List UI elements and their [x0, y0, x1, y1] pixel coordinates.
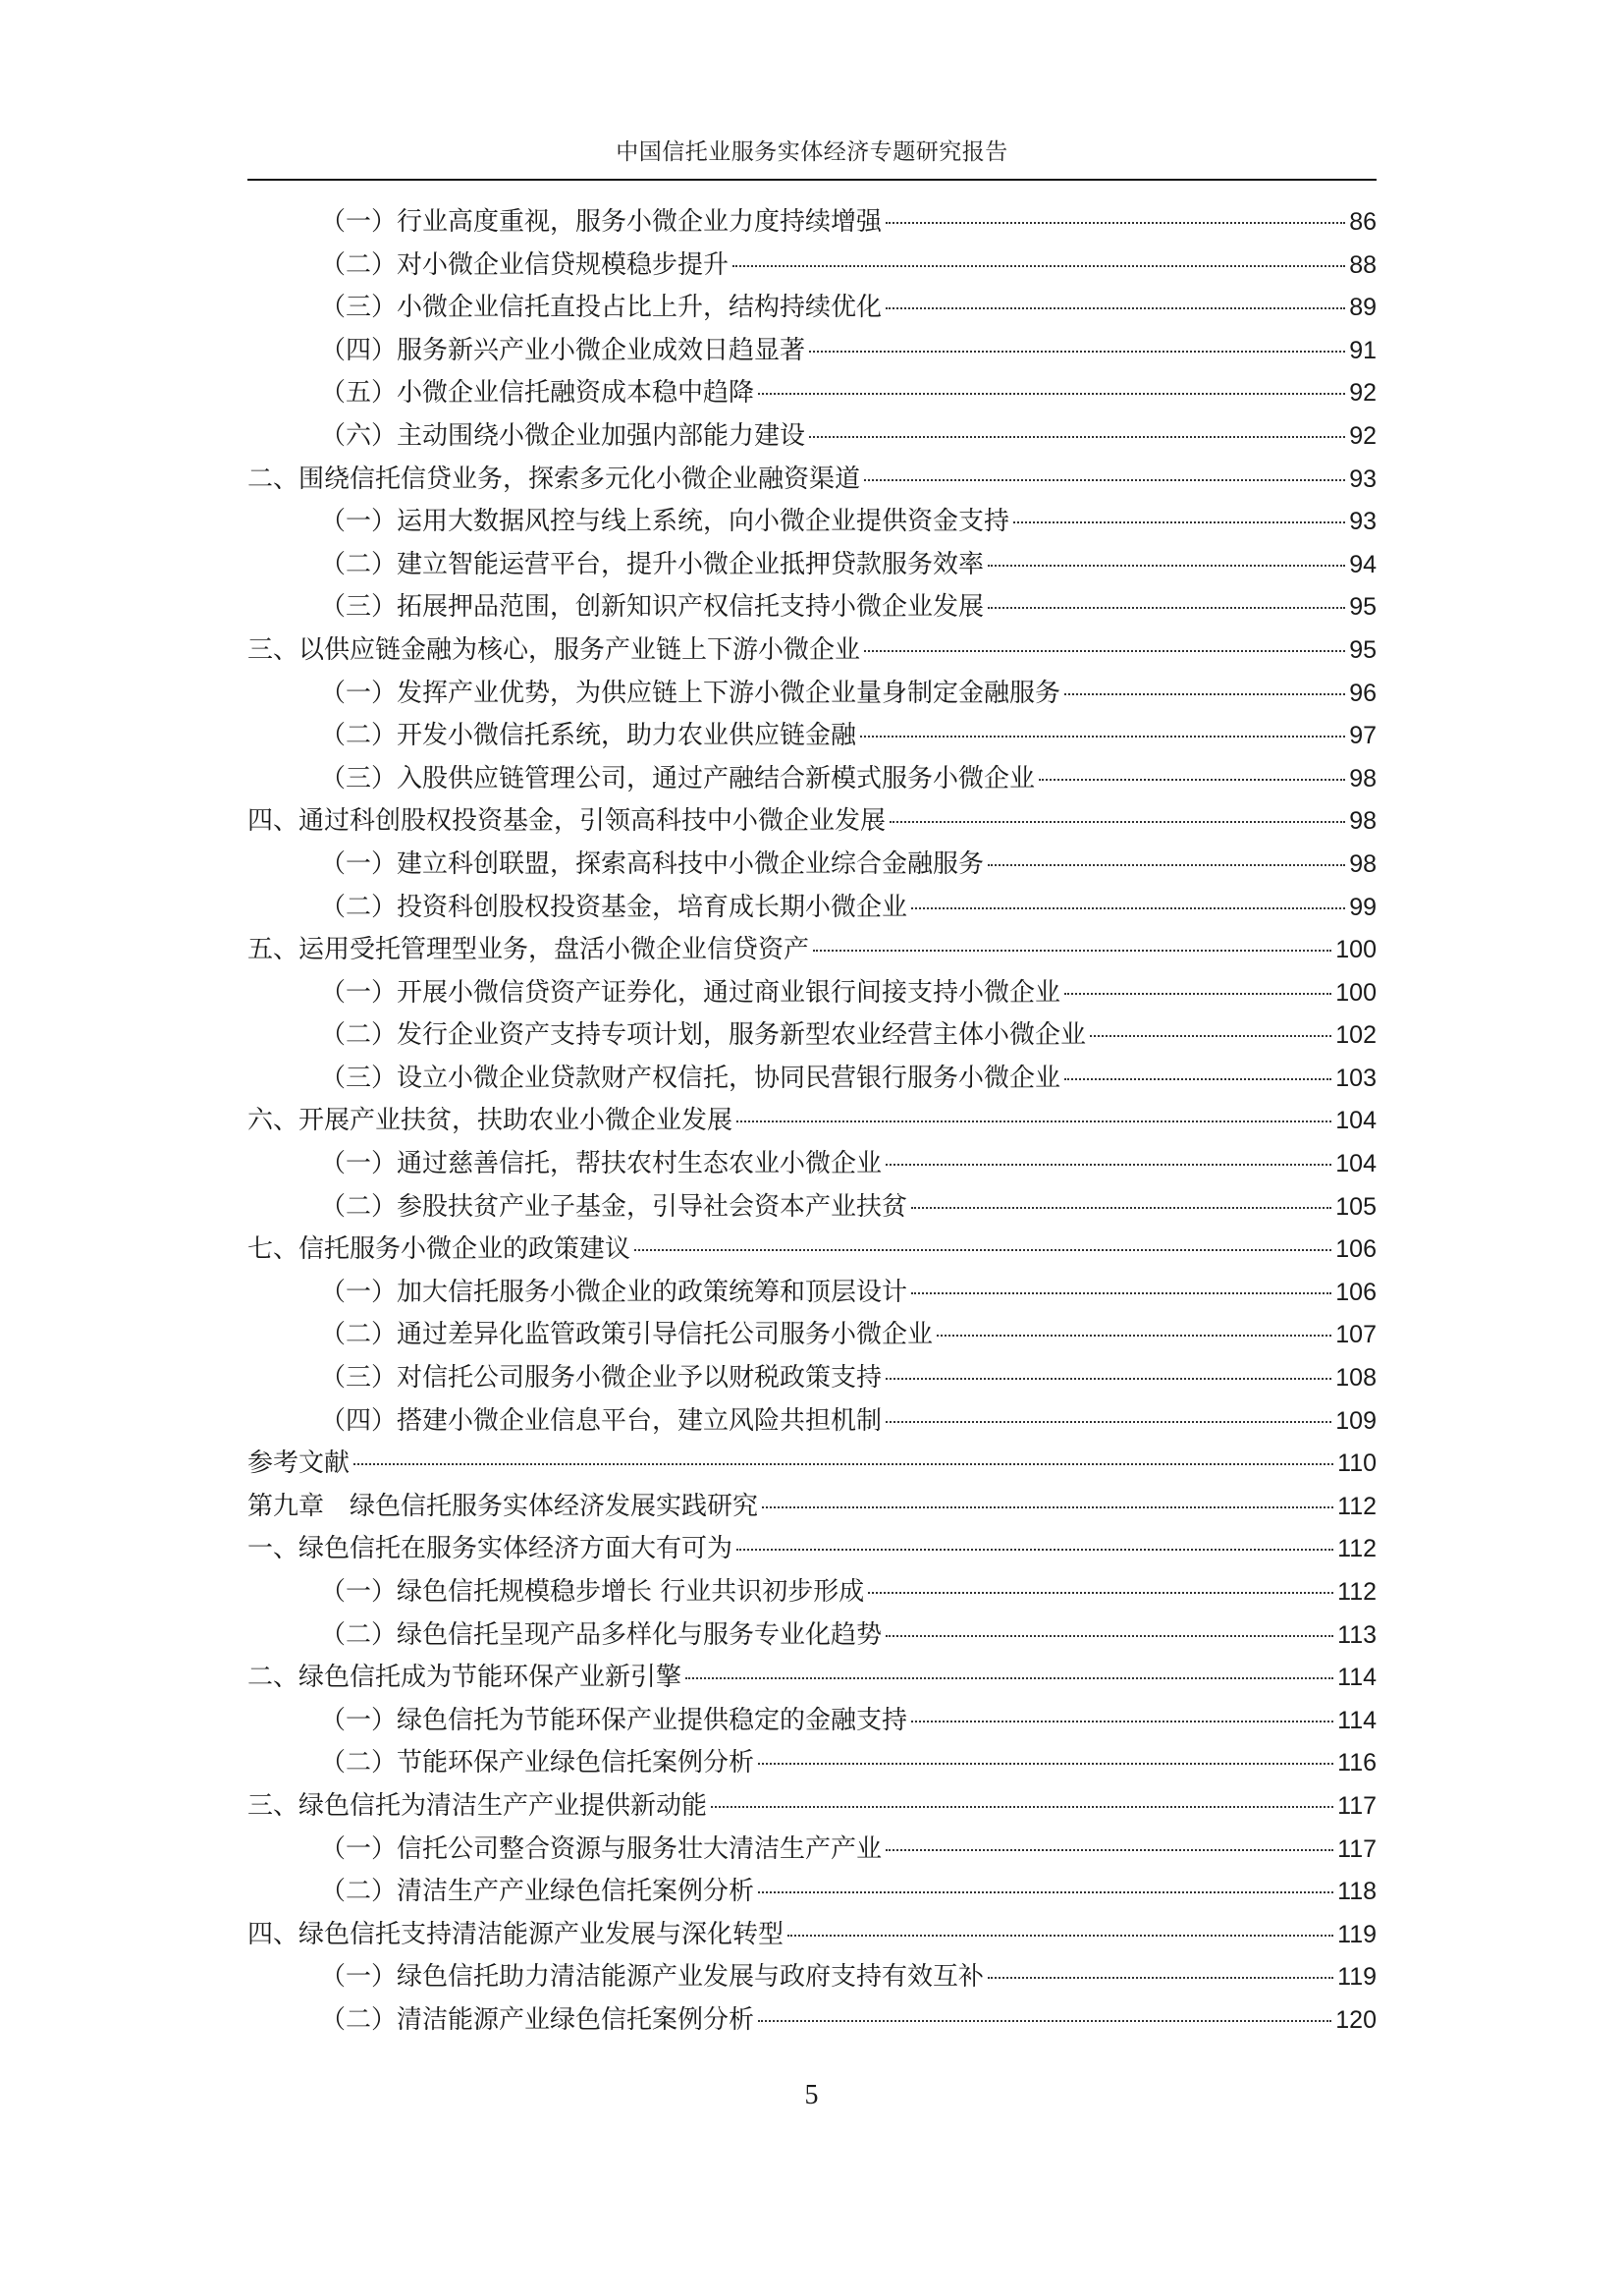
toc-subsection-entry[interactable]	[247, 1871, 1377, 1914]
toc-entry-page: 120	[1335, 2005, 1377, 2034]
toc-entry-page: 89	[1349, 294, 1377, 322]
dot-leader	[937, 1335, 1331, 1337]
dot-leader	[762, 1506, 1333, 1508]
dot-leader	[736, 1549, 1333, 1551]
dot-leader	[1064, 1078, 1331, 1080]
dot-leader	[758, 393, 1345, 395]
dot-leader	[886, 1635, 1333, 1637]
toc-entry-page: 119	[1337, 1920, 1377, 1948]
toc-entry-title: （四）搭建小微企业信息平台，建立风险共担机制	[320, 1405, 883, 1436]
toc-subsection-entry[interactable]	[247, 1400, 1377, 1444]
toc-section-entry[interactable]	[247, 1100, 1377, 1143]
toc-section-entry[interactable]	[247, 800, 1377, 844]
toc-entry-page: 118	[1337, 1878, 1377, 1906]
dot-leader	[886, 1378, 1331, 1380]
toc-entry-title: （二）建立智能运营平台，提升小微企业抵押贷款服务效率	[320, 549, 985, 579]
toc-subsection-entry[interactable]	[247, 844, 1377, 887]
toc-entry-page: 104	[1335, 1107, 1377, 1135]
toc-subsection-entry[interactable]	[247, 1829, 1377, 1872]
toc-entry-page: 106	[1335, 1278, 1377, 1306]
toc-entry-page: 93	[1349, 465, 1377, 493]
toc-entry-page: 112	[1337, 1535, 1377, 1563]
dot-leader	[988, 1977, 1333, 1979]
toc-entry-page: 107	[1335, 1321, 1377, 1349]
toc-subsection-entry[interactable]	[247, 1058, 1377, 1101]
toc-entry-title: 七、信托服务小微企业的政策建议	[247, 1234, 631, 1265]
toc-entry-title: （三）对信托公司服务小微企业予以财税政策支持	[320, 1363, 883, 1394]
dot-leader	[1039, 779, 1345, 781]
toc-entry-page: 114	[1337, 1706, 1377, 1734]
toc-entry-page: 112	[1337, 1578, 1377, 1606]
dot-leader	[353, 1463, 1333, 1465]
toc-entry-page: 116	[1337, 1749, 1377, 1777]
dot-leader	[711, 1806, 1333, 1808]
toc-section-entry[interactable]	[247, 929, 1377, 972]
toc-entry-title: 五、运用受托管理型业务，盘活小微企业信贷资产	[247, 935, 810, 965]
toc-entry-title: （一）行业高度重视，服务小微企业力度持续增强	[320, 207, 883, 237]
toc-entry-page: 91	[1349, 336, 1377, 364]
toc-entry-page: 117	[1337, 1834, 1377, 1863]
toc-subsection-entry[interactable]	[247, 1314, 1377, 1357]
toc-subsection-entry[interactable]	[247, 586, 1377, 629]
toc-entry-page: 103	[1335, 1064, 1377, 1092]
toc-entry-title: （三）入股供应链管理公司，通过产融结合新模式服务小微企业	[320, 763, 1036, 793]
toc-entry-page: 95	[1349, 635, 1377, 664]
toc-entry-title: （二）绿色信托呈现产品多样化与服务专业化趋势	[320, 1619, 883, 1650]
toc-entry-page: 98	[1349, 807, 1377, 836]
toc-entry-page: 106	[1335, 1235, 1377, 1264]
toc-entry-title: （一）建立科创联盟，探索高科技中小微企业综合金融服务	[320, 848, 985, 879]
toc-entry-title: （二）清洁生产产业绿色信托案例分析	[320, 1877, 755, 1907]
toc-entry-page: 96	[1349, 679, 1377, 707]
dot-leader	[988, 864, 1345, 866]
toc-subsection-entry[interactable]	[247, 1186, 1377, 1230]
toc-entry-title: （二）参股扶贫产业子基金，引导社会资本产业扶贫	[320, 1191, 908, 1222]
toc-entry-title: （五）小微企业信托融资成本稳中趋降	[320, 378, 755, 409]
toc-entry-title: 六、开展产业扶贫，扶助农业小微企业发展	[247, 1106, 733, 1136]
table-of-contents	[247, 201, 1377, 2043]
toc-entry-title: （一）绿色信托规模稳步增长 行业共识初步形成	[320, 1577, 865, 1607]
toc-entry-page: 114	[1337, 1664, 1377, 1692]
running-header: 中国信托业服务实体经济专题研究报告	[616, 139, 1008, 165]
toc-entry-page: 112	[1337, 1492, 1377, 1520]
dot-leader	[1064, 993, 1331, 995]
dot-leader	[1013, 521, 1345, 523]
dot-leader	[890, 821, 1345, 823]
toc-section-entry[interactable]	[247, 629, 1377, 673]
toc-entry-title: 一、绿色信托在服务实体经济方面大有可为	[247, 1534, 733, 1564]
toc-subsection-entry[interactable]	[247, 201, 1377, 245]
toc-subsection-entry[interactable]	[247, 1272, 1377, 1315]
toc-entry-title: （一）绿色信托助力清洁能源产业发展与政府支持有效互补	[320, 1962, 985, 1993]
toc-subsection-entry[interactable]	[247, 1742, 1377, 1785]
toc-section-entry[interactable]	[247, 1443, 1377, 1486]
toc-entry-title: （二）开发小微信托系统，助力农业供应链金融	[320, 721, 857, 751]
toc-entry-title: （二）清洁能源产业绿色信托案例分析	[320, 2004, 755, 2035]
toc-entry-title: （二）通过差异化监管政策引导信托公司服务小微企业	[320, 1320, 934, 1350]
toc-section-entry[interactable]	[247, 1229, 1377, 1272]
toc-entry-title: （二）发行企业资产支持专项计划，服务新型农业经营主体小微企业	[320, 1020, 1087, 1051]
dot-leader	[988, 607, 1345, 609]
dot-leader	[813, 950, 1331, 952]
toc-subsection-entry[interactable]	[247, 372, 1377, 415]
toc-subsection-entry[interactable]	[247, 1143, 1377, 1186]
dot-leader	[732, 265, 1345, 267]
toc-entry-title: （一）通过慈善信托，帮扶农村生态农业小微企业	[320, 1149, 883, 1179]
page-number: 5	[804, 2080, 819, 2110]
toc-entry-title: 四、绿色信托支持清洁能源产业发展与深化转型	[247, 1919, 784, 1949]
header-rule	[247, 179, 1377, 181]
dot-leader	[886, 1849, 1333, 1851]
dot-leader	[758, 1891, 1333, 1893]
dot-leader	[758, 1763, 1333, 1765]
toc-entry-page: 97	[1349, 722, 1377, 750]
toc-entry-page: 108	[1335, 1364, 1377, 1393]
toc-entry-page: 117	[1337, 1791, 1377, 1820]
dot-leader	[864, 479, 1345, 481]
toc-section-entry[interactable]	[247, 459, 1377, 502]
toc-entry-page: 98	[1349, 764, 1377, 793]
toc-entry-page: 88	[1349, 250, 1377, 279]
toc-subsection-entry[interactable]	[247, 1700, 1377, 1743]
toc-entry-title: （一）运用大数据风控与线上系统，向小微企业提供资金支持	[320, 507, 1010, 537]
dot-leader	[911, 907, 1345, 909]
toc-entry-page: 102	[1335, 1021, 1377, 1050]
toc-entry-title: （一）发挥产业优势，为供应链上下游小微企业量身制定金融服务	[320, 678, 1061, 708]
toc-entry-page: 98	[1349, 849, 1377, 878]
toc-section-entry[interactable]	[247, 1528, 1377, 1571]
toc-entry-page: 95	[1349, 593, 1377, 622]
toc-entry-title: （一）信托公司整合资源与服务壮大清洁生产产业	[320, 1833, 883, 1864]
toc-entry-page: 110	[1337, 1449, 1377, 1478]
toc-entry-title: 二、围绕信托信贷业务，探索多元化小微企业融资渠道	[247, 464, 861, 494]
dot-leader	[736, 1121, 1331, 1122]
dot-leader	[886, 307, 1345, 309]
toc-subsection-entry[interactable]	[247, 972, 1377, 1015]
toc-entry-title: （三）拓展押品范围，创新知识产权信托支持小微企业发展	[320, 592, 985, 623]
toc-section-entry[interactable]	[247, 1657, 1377, 1700]
toc-entry-page: 100	[1335, 936, 1377, 964]
toc-entry-page: 109	[1335, 1406, 1377, 1435]
toc-entry-title: （三）设立小微企业贷款财产权信托，协同民营银行服务小微企业	[320, 1063, 1061, 1093]
toc-subsection-entry[interactable]	[247, 501, 1377, 544]
dot-leader	[911, 1207, 1331, 1209]
toc-entry-page: 119	[1337, 1963, 1377, 1992]
toc-subsection-entry[interactable]	[247, 673, 1377, 716]
toc-entry-page: 92	[1349, 421, 1377, 450]
toc-subsection-entry[interactable]	[247, 758, 1377, 801]
toc-subsection-entry[interactable]	[247, 1614, 1377, 1658]
toc-entry-title: （一）开展小微信贷资产证券化，通过商业银行间接支持小微企业	[320, 977, 1061, 1008]
dot-leader	[1090, 1035, 1331, 1037]
dot-leader	[787, 1935, 1333, 1937]
dot-leader	[1064, 693, 1345, 695]
toc-entry-title: 三、绿色信托为清洁生产产业提供新动能	[247, 1790, 708, 1821]
toc-entry-title: （二）节能环保产业绿色信托案例分析	[320, 1748, 755, 1778]
toc-entry-title: （二）对小微企业信贷规模稳步提升	[320, 249, 730, 280]
dot-leader	[634, 1249, 1331, 1251]
dot-leader	[868, 1592, 1333, 1594]
toc-subsection-entry[interactable]	[247, 887, 1377, 930]
toc-entry-title: （一）加大信托服务小微企业的政策统筹和顶层设计	[320, 1277, 908, 1307]
toc-subsection-entry[interactable]	[247, 1357, 1377, 1400]
toc-entry-title: 三、以供应链金融为核心，服务产业链上下游小微企业	[247, 634, 861, 665]
toc-entry-title: 参考文献	[247, 1449, 351, 1479]
toc-entry-title: （二）投资科创股权投资基金，培育成长期小微企业	[320, 892, 908, 922]
toc-entry-title: 第九章 绿色信托服务实体经济发展实践研究	[247, 1491, 759, 1521]
toc-subsection-entry[interactable]	[247, 415, 1377, 459]
dot-leader	[988, 565, 1345, 567]
toc-entry-page: 113	[1337, 1620, 1377, 1649]
toc-entry-page: 93	[1349, 508, 1377, 536]
toc-entry-title: （三）小微企业信托直投占比上升，结构持续优化	[320, 293, 883, 323]
dot-leader	[864, 650, 1345, 652]
toc-entry-title: （一）绿色信托为节能环保产业提供稳定的金融支持	[320, 1705, 908, 1735]
dot-leader	[911, 1292, 1331, 1294]
dot-leader	[809, 351, 1345, 353]
toc-entry-page: 86	[1349, 208, 1377, 236]
toc-subsection-entry[interactable]	[247, 287, 1377, 330]
toc-subsection-entry[interactable]	[247, 715, 1377, 758]
toc-entry-page: 100	[1335, 978, 1377, 1007]
toc-subsection-entry[interactable]	[247, 544, 1377, 587]
dot-leader	[758, 2020, 1331, 2022]
toc-section-entry[interactable]	[247, 1785, 1377, 1829]
toc-subsection-entry[interactable]	[247, 1014, 1377, 1058]
toc-section-entry[interactable]	[247, 1914, 1377, 1957]
toc-entry-title: （四）服务新兴产业小微企业成效日趋显著	[320, 335, 806, 365]
toc-entry-title: 四、通过科创股权投资基金，引领高科技中小微企业发展	[247, 806, 887, 837]
toc-subsection-entry[interactable]	[247, 330, 1377, 373]
toc-entry-page: 99	[1349, 893, 1377, 921]
toc-entry-page: 105	[1335, 1192, 1377, 1221]
toc-entry-title: （六）主动围绕小微企业加强内部能力建设	[320, 420, 806, 451]
dot-leader	[911, 1721, 1333, 1722]
dot-leader	[886, 222, 1345, 224]
dot-leader	[809, 436, 1345, 438]
toc-section-entry[interactable]	[247, 1486, 1377, 1529]
toc-entry-page: 104	[1335, 1150, 1377, 1178]
toc-subsection-entry[interactable]	[247, 1956, 1377, 1999]
dot-leader	[886, 1164, 1331, 1166]
toc-entry-page: 92	[1349, 379, 1377, 408]
toc-subsection-entry[interactable]	[247, 1571, 1377, 1614]
toc-entry-title: 二、绿色信托成为节能环保产业新引擎	[247, 1663, 682, 1693]
dot-leader	[685, 1677, 1333, 1679]
toc-entry-page: 94	[1349, 550, 1377, 578]
dot-leader	[886, 1421, 1331, 1423]
dot-leader	[860, 736, 1345, 738]
toc-subsection-entry[interactable]	[247, 1999, 1377, 2043]
toc-subsection-entry[interactable]	[247, 245, 1377, 288]
